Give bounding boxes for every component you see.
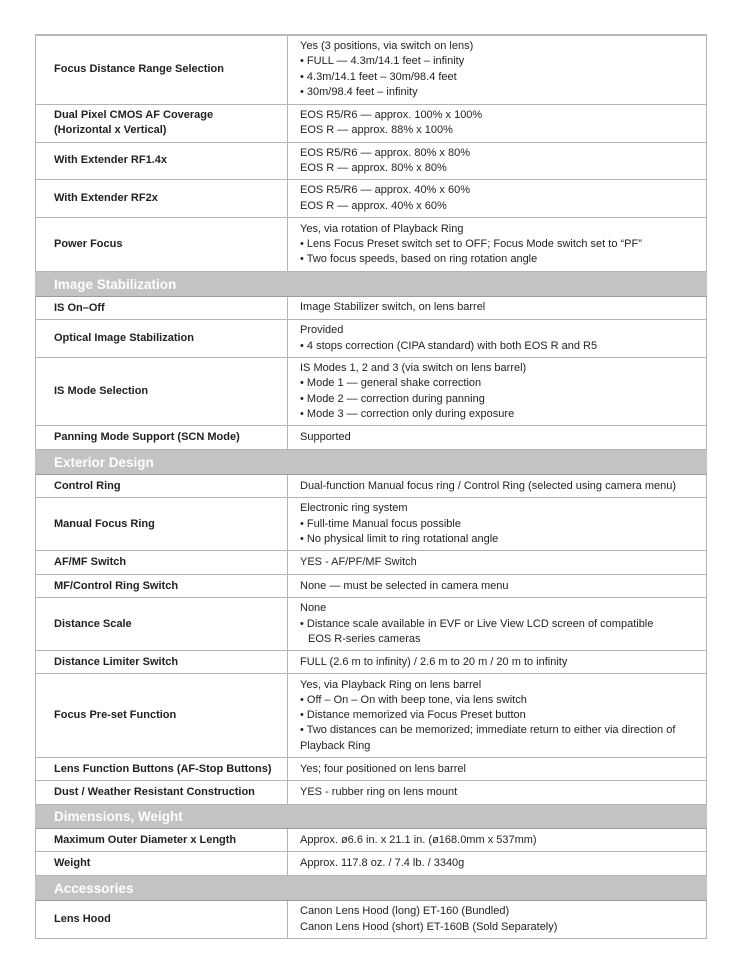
spec-value-line: Yes; four positioned on lens barrel	[300, 762, 466, 775]
spec-value	[288, 901, 707, 939]
spec-value-line: EOS R-series cameras	[308, 632, 421, 645]
spec-row-af-mf-switch	[36, 551, 707, 575]
spec-label: Focus Distance Range Selection	[36, 35, 288, 104]
spec-value	[288, 35, 707, 104]
spec-label: AF/MF Switch	[36, 551, 288, 575]
spec-value	[288, 829, 707, 852]
spec-label: Power Focus	[36, 218, 288, 272]
spec-value	[288, 320, 707, 358]
spec-label: MF/Control Ring Switch	[36, 575, 288, 598]
spec-value-bullet: • FULL — 4.3m/14.1 feet – infinity	[300, 55, 465, 68]
section-title: Dimensions, Weight	[36, 805, 707, 829]
section-title: Image Stabilization	[36, 272, 707, 297]
spec-value	[288, 651, 707, 674]
spec-value	[288, 297, 707, 320]
spec-value-line: EOS R5/R6 — approx. 40% x 60%	[300, 184, 470, 197]
spec-value-line: FULL (2.6 m to infinity) / 2.6 m to 20 m / 20 m to infinity	[300, 655, 568, 668]
spec-value-bullet: • Two distances can be memorized; immediate return to either via direction of	[300, 724, 676, 737]
spec-label	[36, 104, 288, 142]
spec-value-line: Approx. ø6.6 in. x 21.1 in. (ø168.0mm x 537mm)	[300, 833, 537, 846]
section-header-exterior-design	[36, 450, 707, 475]
section-header-accessories	[36, 876, 707, 901]
spec-value-line: Dual-function Manual focus ring / Control Ring (selected using camera menu)	[300, 479, 677, 492]
spec-label: With Extender RF2x	[36, 180, 288, 218]
spec-value	[288, 475, 707, 498]
spec-row-is-on-off	[36, 297, 707, 320]
spec-row-maximum-outer-diameter-x-length	[36, 829, 707, 852]
spec-value	[288, 498, 707, 551]
spec-value-line: YES - rubber ring on lens mount	[300, 786, 458, 799]
spec-row-manual-focus-ring	[36, 498, 707, 551]
spec-value-line: Canon Lens Hood (long) ET-160 (Bundled)	[300, 905, 510, 918]
spec-value-bullet: • Distance scale available in EVF or Live View LCD screen of compatible	[300, 617, 654, 630]
spec-row-dual-pixel-cmos-af-coverage-horizontal-x-vertical	[36, 104, 707, 142]
spec-value	[288, 180, 707, 218]
spec-label: Distance Scale	[36, 598, 288, 651]
spec-label: Dust / Weather Resistant Construction	[36, 781, 288, 805]
spec-value	[288, 218, 707, 272]
spec-value-line: Electronic ring system	[300, 502, 408, 515]
spec-row-distance-scale	[36, 598, 707, 651]
spec-table-body	[36, 35, 707, 939]
spec-value-line: None	[300, 602, 327, 615]
spec-row-focus-distance-range-selection	[36, 35, 707, 104]
spec-row-lens-hood	[36, 901, 707, 939]
spec-value-line: EOS R — approx. 88% x 100%	[300, 124, 453, 136]
spec-label: Lens Function Buttons (AF-Stop Buttons)	[36, 758, 288, 781]
spec-value-bullet: • Lens Focus Preset switch set to OFF; Focus Mode switch set to “PF”	[300, 237, 642, 250]
spec-value-line: EOS R5/R6 — approx. 100% x 100%	[300, 108, 483, 121]
spec-value-bullet: • 4.3m/14.1 feet – 30m/98.4 feet	[300, 70, 457, 83]
spec-value-line: EOS R5/R6 — approx. 80% x 80%	[300, 146, 470, 159]
spec-label: With Extender RF1.4x	[36, 142, 288, 180]
spec-value-bullet: • Distance memorized via Focus Preset button	[300, 709, 526, 722]
spec-value-line: Playback Ring	[300, 739, 371, 752]
spec-value-line: Provided	[300, 324, 344, 337]
spec-value-bullet: • Off – On – On with beep tone, via lens switch	[300, 693, 527, 706]
spec-value	[288, 426, 707, 450]
spec-label-line: Dual Pixel CMOS AF Coverage	[54, 109, 214, 121]
spec-label: Weight	[36, 852, 288, 876]
spec-row-distance-limiter-switch	[36, 651, 707, 674]
section-header-dimensions-weight	[36, 805, 707, 829]
spec-value	[288, 104, 707, 142]
spec-value-line: Supported	[300, 431, 351, 444]
spec-value-line: None — must be selected in camera menu	[300, 579, 509, 592]
spec-value-line: Canon Lens Hood (short) ET-160B (Sold Separately)	[300, 920, 558, 933]
spec-row-lens-function-buttons-af-stop-buttons	[36, 758, 707, 781]
spec-value-bullet: • Mode 1 — general shake correction	[300, 377, 482, 390]
spec-value-bullet: • No physical limit to ring rotational angle	[300, 532, 499, 545]
spec-value-bullet: • 30m/98.4 feet – infinity	[300, 86, 418, 99]
spec-label-line: (Horizontal x Vertical)	[54, 124, 167, 136]
spec-row-optical-image-stabilization	[36, 320, 707, 358]
spec-value-line: Approx. 117.8 oz. / 7.4 lb. / 3340g	[300, 857, 465, 870]
spec-value	[288, 598, 707, 651]
spec-label: Panning Mode Support (SCN Mode)	[36, 426, 288, 450]
spec-label: IS Mode Selection	[36, 358, 288, 426]
spec-value	[288, 781, 707, 805]
spec-value-bullet: • Two focus speeds, based on ring rotation angle	[300, 253, 538, 266]
spec-value-line: IS Modes 1, 2 and 3 (via switch on lens barrel)	[300, 362, 527, 375]
spec-value	[288, 575, 707, 598]
spec-row-control-ring	[36, 475, 707, 498]
spec-row-with-extender-rf2x	[36, 180, 707, 218]
spec-row-mf-control-ring-switch	[36, 575, 707, 598]
spec-row-with-extender-rf1-4x	[36, 142, 707, 180]
spec-value-line: YES - AF/PF/MF Switch	[300, 556, 417, 569]
spec-value-line: EOS R — approx. 80% x 80%	[300, 161, 447, 174]
spec-value	[288, 674, 707, 758]
spec-label: IS On–Off	[36, 297, 288, 320]
spec-table	[35, 34, 707, 939]
section-title: Accessories	[36, 876, 707, 901]
spec-value-line: EOS R — approx. 40% x 60%	[300, 199, 447, 212]
spec-value	[288, 142, 707, 180]
spec-label: Manual Focus Ring	[36, 498, 288, 551]
spec-value	[288, 551, 707, 575]
spec-value	[288, 358, 707, 426]
spec-value-line: Yes, via Playback Ring on lens barrel	[300, 678, 482, 691]
spec-row-weight	[36, 852, 707, 876]
spec-value	[288, 852, 707, 876]
spec-label: Distance Limiter Switch	[36, 651, 288, 674]
spec-value	[288, 758, 707, 781]
spec-value-line: Image Stabilizer switch, on lens barrel	[300, 301, 486, 314]
spec-row-is-mode-selection	[36, 358, 707, 426]
spec-value-bullet: • 4 stops correction (CIPA standard) with both EOS R and R5	[300, 339, 598, 352]
spec-value-line: Yes, via rotation of Playback Ring	[300, 222, 464, 235]
spec-label: Optical Image Stabilization	[36, 320, 288, 358]
spec-value-line: Yes (3 positions, via switch on lens)	[300, 40, 474, 53]
spec-label: Maximum Outer Diameter x Length	[36, 829, 288, 852]
spec-value-bullet: • Mode 3 — correction only during exposure	[300, 407, 515, 420]
spec-label: Lens Hood	[36, 901, 288, 939]
spec-row-power-focus	[36, 218, 707, 272]
spec-label: Focus Pre-set Function	[36, 674, 288, 758]
section-header-image-stabilization	[36, 272, 707, 297]
spec-row-panning-mode-support-scn-mode	[36, 426, 707, 450]
spec-row-dust-weather-resistant-construction	[36, 781, 707, 805]
spec-row-focus-pre-set-function	[36, 674, 707, 758]
spec-label: Control Ring	[36, 475, 288, 498]
section-title: Exterior Design	[36, 450, 707, 475]
spec-value-bullet: • Full-time Manual focus possible	[300, 517, 461, 530]
spec-value-bullet: • Mode 2 — correction during panning	[300, 392, 485, 405]
